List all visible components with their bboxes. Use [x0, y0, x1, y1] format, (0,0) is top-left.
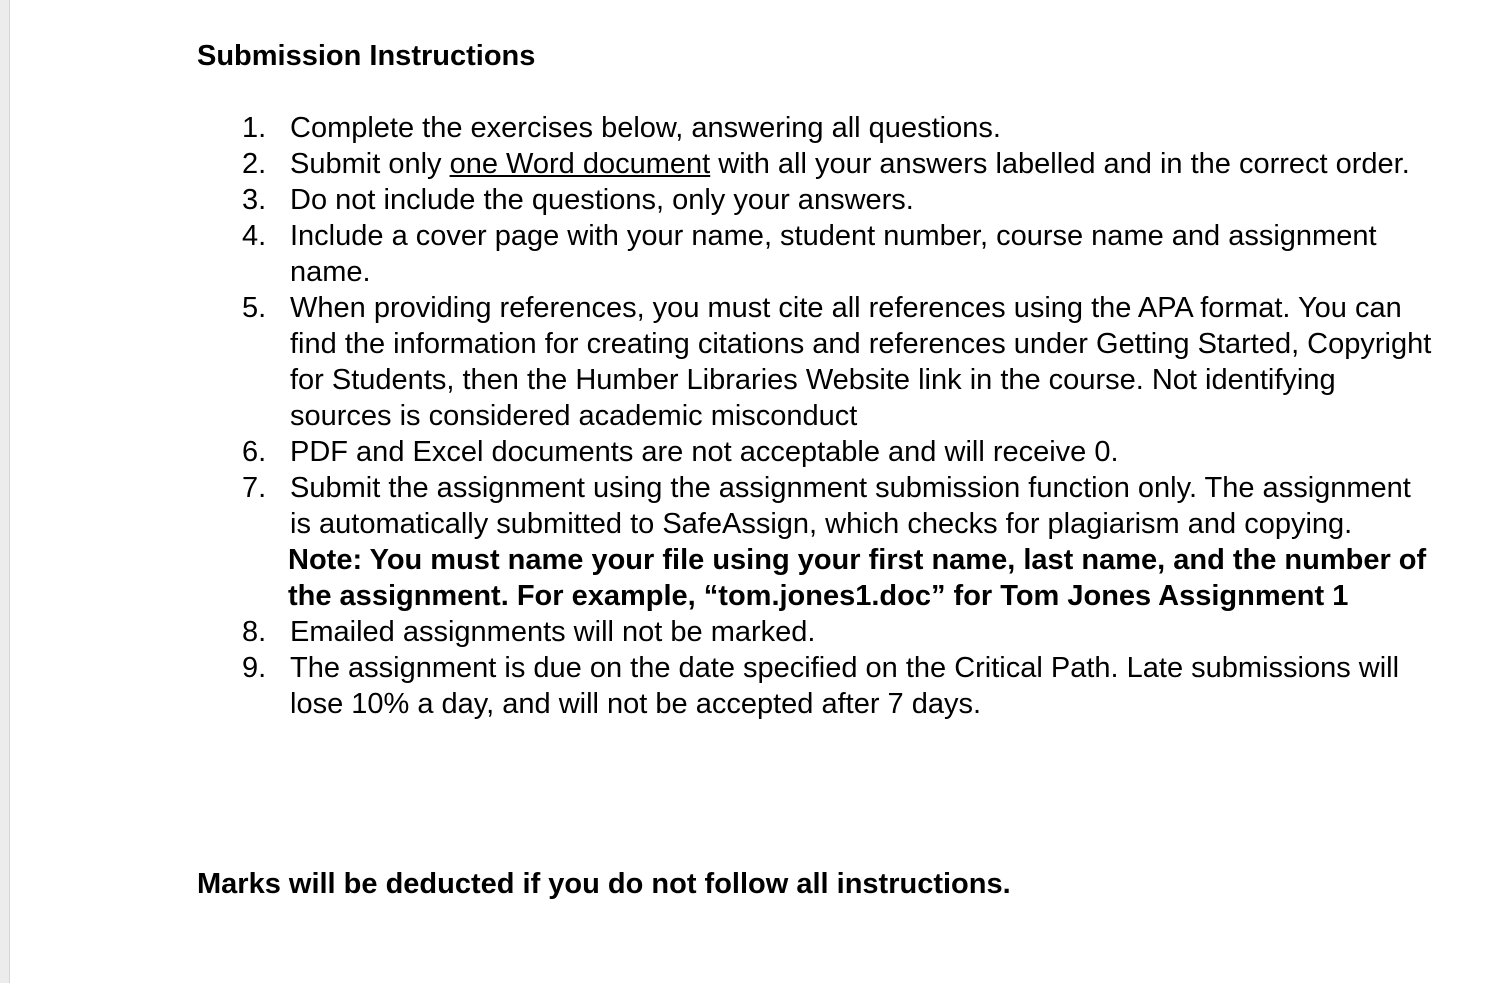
list-item [196, 290, 1436, 434]
list-item [196, 182, 1436, 218]
file-naming-note: Note: You must name your file using your first name, last name, and the number of the assignment. For example, “tom.jones1.doc” for Tom Jones Assignment 1 [288, 544, 1427, 612]
window-left-edge [0, 0, 10, 983]
list-text: Submit the assignment using the assignment submission function only. The assignment is automatically submitted to SafeAssign, which checks for plagiarism and copying. [290, 472, 1411, 540]
list-text: Emailed assignments will not be marked. [290, 616, 816, 648]
list-text: Complete the exercises below, answering all questions. [290, 112, 1001, 144]
page-title: Submission Instructions [197, 40, 536, 72]
list-text: The assignment is due on the date specified on the Critical Path. Late submissions will lose 10% a day, and will not be accepted after 7 days. [290, 652, 1400, 720]
list-text: Include a cover page with your name, student number, course name and assignment name. [290, 220, 1377, 288]
list-item [196, 470, 1436, 614]
list-text: PDF and Excel documents are not acceptable and will receive 0. [290, 436, 1119, 468]
list-text: Do not include the questions, only your answers. [290, 184, 914, 216]
list-item [196, 110, 1436, 146]
list-item [196, 434, 1436, 470]
list-number: 9. [242, 652, 267, 684]
list-number: 3. [242, 184, 267, 216]
instructions-list [196, 110, 1436, 722]
list-item [196, 146, 1436, 182]
list-item [196, 218, 1436, 290]
list-number: 5. [242, 292, 267, 324]
list-number: 8. [242, 616, 267, 648]
list-number: 1. [242, 112, 267, 144]
list-number: 2. [242, 148, 267, 180]
list-number: 4. [242, 220, 267, 252]
list-item [196, 614, 1436, 650]
list-text: Submit only [290, 148, 450, 180]
document-page [10, 0, 1493, 983]
list-text: When providing references, you must cite all references using the APA format. You can find the information for creating citations and references under Getting Started, Copyright for Students, then the Humber Libraries Website link in the course. Not identifying sources is considered academic misconduct [290, 292, 1432, 432]
list-number: 6. [242, 436, 267, 468]
footer-warning: Marks will be deducted if you do not follow all instructions. [197, 868, 1011, 900]
list-number: 7. [242, 472, 267, 504]
list-text: with all your answers labelled and in the correct order. [710, 148, 1410, 180]
list-item [196, 650, 1436, 722]
underlined-text: one Word document [449, 148, 711, 180]
